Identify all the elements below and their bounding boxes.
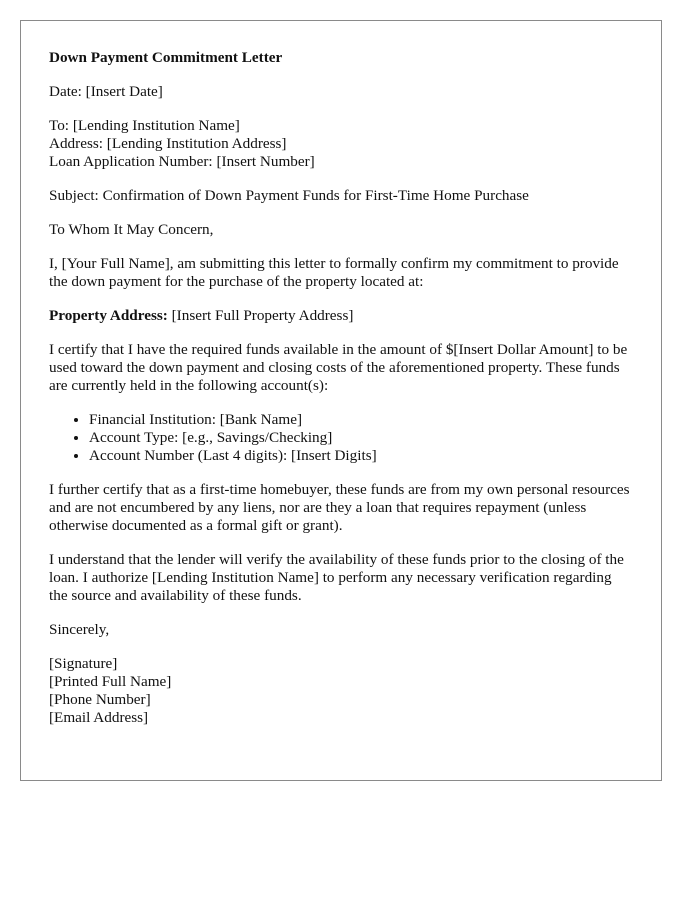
property-address-line <box>49 307 633 325</box>
list-item: • Account Type: [e.g., Savings/Checking] <box>89 429 633 447</box>
intro-paragraph: I, [Your Full Name], am submitting this letter to formally confirm my commitment to provide the down payment for the purchase of the property located at: <box>49 255 619 290</box>
list-item: • Financial Institution: [Bank Name] <box>89 411 633 429</box>
subject-line: Subject: Confirmation of Down Payment Funds for First-Time Home Purchase <box>49 187 529 204</box>
salutation: To Whom It May Concern, <box>49 221 214 238</box>
verification-paragraph: I understand that the lender will verify the availability of these funds prior to the closing of the loan. I authorize [Lending Institution Name] to perform any necessary verification regarding the source and availability of these funds. <box>49 551 624 604</box>
letter-document <box>20 20 662 781</box>
phone-placeholder: [Phone Number] <box>49 691 151 708</box>
date-line: Date: [Insert Date] <box>49 83 163 100</box>
recipient-address: Address: [Lending Institution Address] <box>49 135 287 152</box>
account-list <box>49 411 633 465</box>
certify-funds-paragraph: I certify that I have the required funds available in the amount of $[Insert Dollar Amount] to be used toward the down payment and closing costs of the aforementioned property. These funds are currently held in the following account(s): <box>49 341 628 394</box>
closing-line: Sincerely, <box>49 621 110 638</box>
certify-source-paragraph: I further certify that as a first-time homebuyer, these funds are from my own personal resources and are not encumbered by any liens, nor are they a loan that requires repayment (unless otherwise documented as a formal gift or grant). <box>49 481 630 534</box>
email-placeholder: [Email Address] <box>49 709 149 726</box>
property-address-label: Property Address: <box>49 307 168 324</box>
letter-title: Down Payment Commitment Letter <box>49 49 283 66</box>
printed-name-placeholder: [Printed Full Name] <box>49 673 172 690</box>
property-address-value: [Insert Full Property Address] <box>167 307 354 324</box>
recipient-block <box>49 117 633 171</box>
list-item: • Account Number (Last 4 digits): [Insert Digits] <box>89 447 633 465</box>
recipient-to: To: [Lending Institution Name] <box>49 117 240 134</box>
signature-placeholder: [Signature] <box>49 655 118 672</box>
loan-application-number: Loan Application Number: [Insert Number] <box>49 153 315 170</box>
signature-block <box>49 655 633 727</box>
